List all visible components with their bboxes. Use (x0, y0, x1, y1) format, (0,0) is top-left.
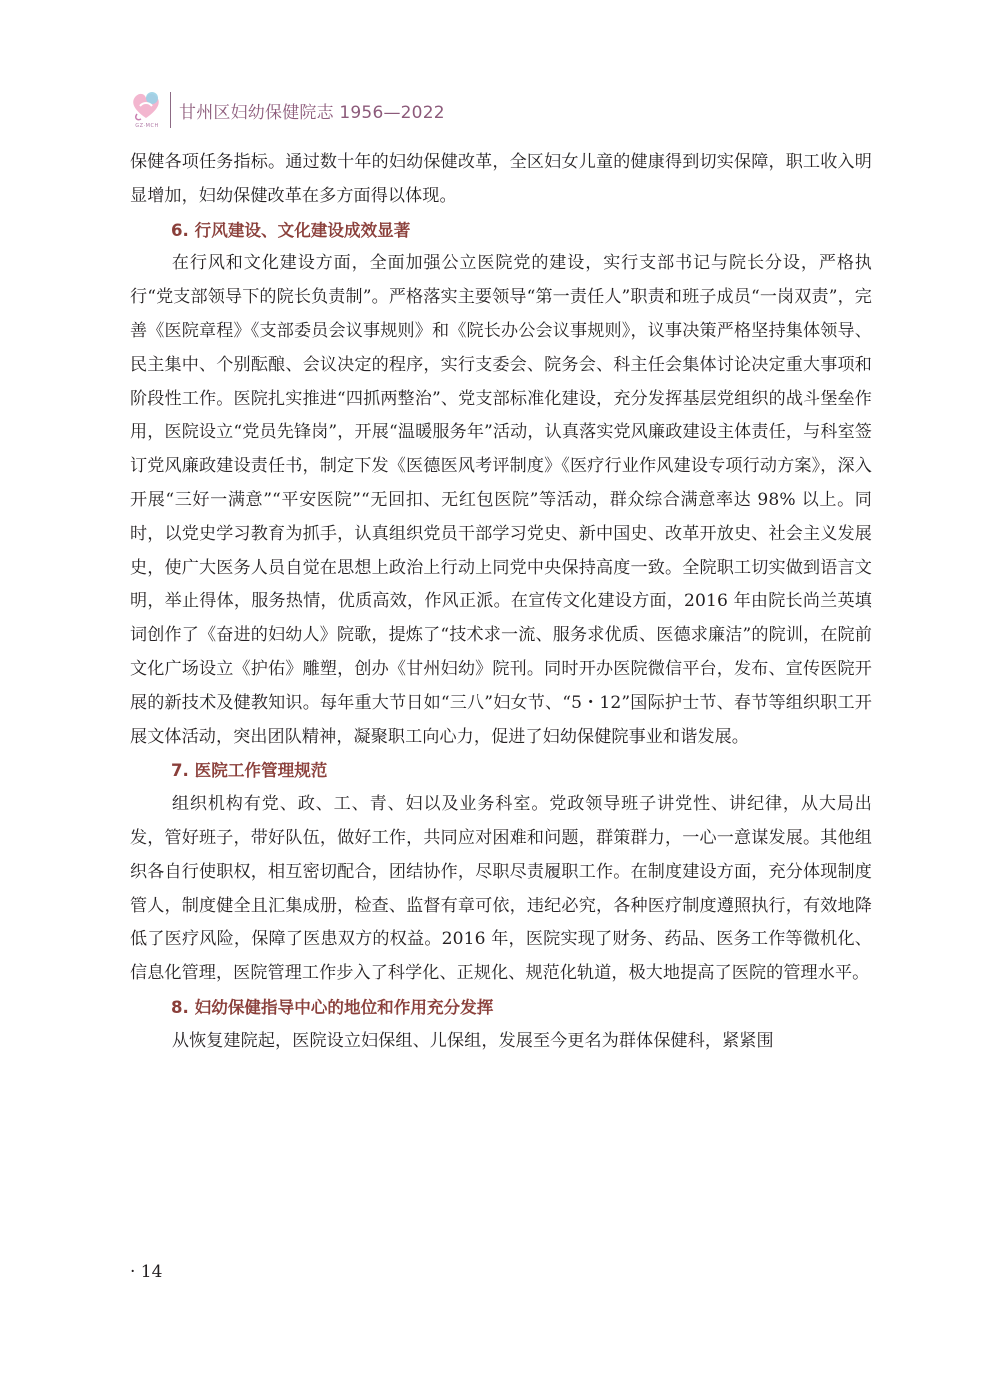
paragraph-guidance-center: 从恢复建院起，医院设立妇保组、儿保组，发展至今更名为群体保健科，紧紧围 (171, 1030, 774, 1051)
page-content (130, 146, 872, 1059)
logo-caption: GZ·MCH (135, 123, 159, 129)
section-heading-6: 6. 行风建设、文化建设成效显著 (171, 220, 411, 240)
book-title: 甘州区妇幼保健院志 1956—2022 (179, 102, 445, 123)
section-heading-8: 8. 妇幼保健指导中心的地位和作用充分发挥 (171, 997, 494, 1017)
running-header (128, 86, 445, 134)
section-heading-7: 7. 医院工作管理规范 (171, 761, 328, 781)
paragraph-culture: 在行风和文化建设方面，全面加强公立医院党的建设，实行支部书记与院长分设，严格执行“党支部领导下的院长负责制”。严格落实主要领导“第一责任人”职责和班子成员“一岗双责”，完善《医院章程》《支部委员会议事规则》和《院长办公会议事规则》，议事决策严格坚持集体领导、民主集中、个别酝酿、会议决定的程序，实行支委会、院务会、科主任会集体讨论决定重大事项和阶段性工作。医院扎实推进“四抓两整治”、党支部标准化建设，充分发挥基层党组织的战斗堡垒作用，医院设立“党员先锋岗”，开展“温暖服务年”活动，认真落实党风廉政建设主体责任，与科室签订党风廉政建设责任书，制定下发《医德医风考评制度》《医疗行业作风建设专项行动方案》，深入开展“三好一满意”“平安医院”“无回扣、无红包医院”等活动，群众综合满意率达 98% 以上。同时，以党史学习教育为抓手，认真组织党员干部学习党史、新中国史、改革开放史、社会主义发展史，使广大医务人员自觉在思想上政治上行动上同党中央保持高度一致。全院职工切实做到语言文明，举止得体，服务热情，优质高效，作风正派。在宣传文化建设方面，2016 年由院长尚兰英填词创作了《奋进的妇幼人》院歌，提炼了“技术求一流、服务求优质、医德求廉洁”的院训，在院前文化广场设立《护佑》雕塑，创办《甘州妇幼》院刊。同时开办医院微信平台，发布、宣传医院开展的新技术及健教知识。每年重大节日如“三八”妇女节、“5・12”国际护士节、春节等组织职工开展文体活动，突出团队精神，凝聚职工向心力，促进了妇幼保健院事业和谐发展。 (130, 253, 872, 747)
header-divider (170, 92, 171, 128)
paragraph-management: 组织机构有党、政、工、青、妇以及业务科室。党政领导班子讲党性、讲纪律，从大局出发，管好班子，带好队伍，做好工作，共同应对困难和问题，群策群力，一心一意谋发展。其他组织各自行使职权，相互密切配合，团结协作，尽职尽责履职工作。在制度建设方面，充分体现制度管人，制度健全且汇集成册，检查、监督有章可依，违纪必究，各种医疗制度遵照执行，有效地降低了医疗风险，保障了医患双方的权益。2016 年，医院实现了财务、药品、医务工作等微机化、信息化管理，医院管理工作步入了科学化、正规化、规范化轨道，极大地提高了医院的管理水平。 (130, 794, 872, 984)
paragraph-continuation: 保健各项任务指标。通过数十年的妇幼保健改革，全区妇女儿童的健康得到切实保障，职工收入明显增加，妇幼保健改革在多方面得以体现。 (130, 152, 872, 206)
page-number: · 14 (130, 1262, 163, 1282)
hospital-logo-icon (128, 88, 164, 132)
